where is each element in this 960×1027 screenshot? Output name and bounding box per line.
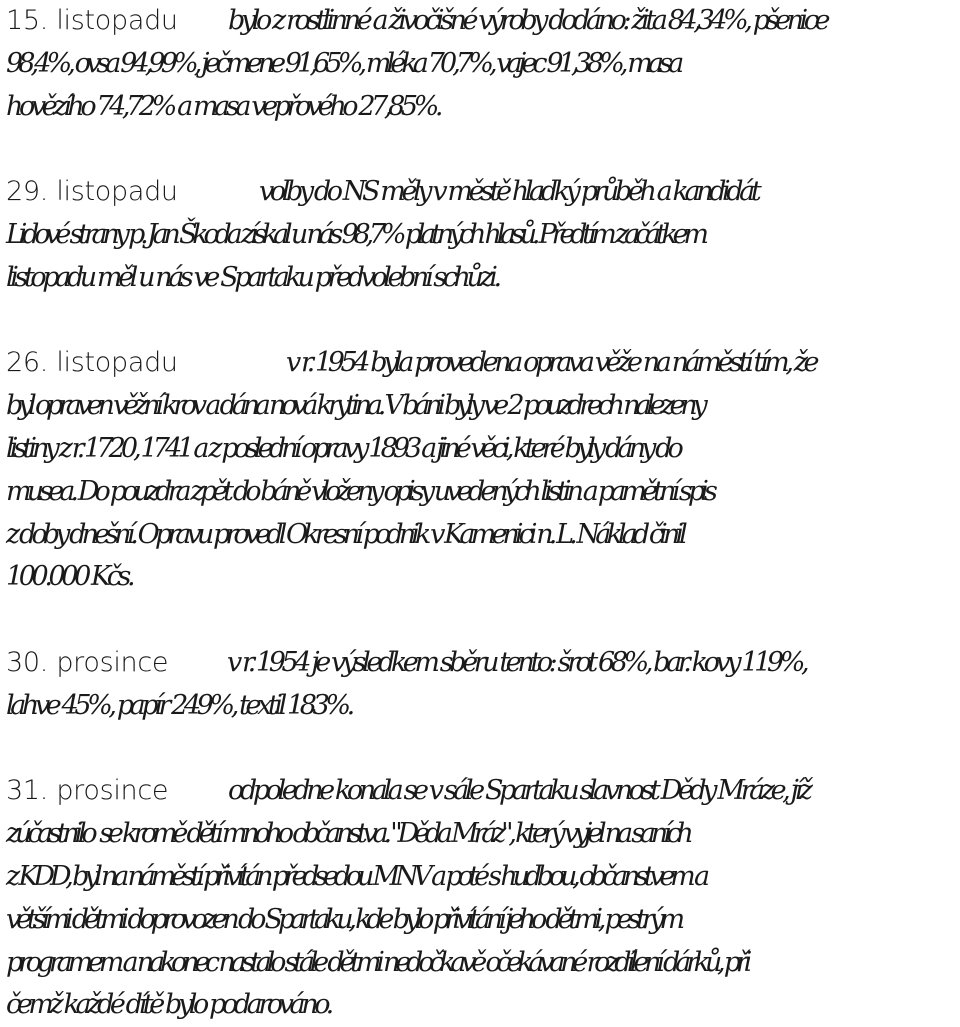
- paragraph-gap: [6, 728, 956, 771]
- chronicle-entry: [6, 770, 956, 1027]
- entry-text-line: čemž každé dítě bylo podarováno.: [6, 989, 330, 1021]
- entry-first-line: [6, 0, 956, 43]
- entry-text-line: 100.000 Kčs.: [6, 561, 132, 593]
- entry-text-line: zúčastnilo se kromě dětí mnoho občanstva. "Děda Mráz", který vyjel na saních: [6, 818, 689, 850]
- entry-text-line: listiny z r. 1720, 1741 a z poslední opravy 1893 a jiné věci, které byly dány do: [6, 432, 679, 464]
- chronicle-entry: [6, 0, 956, 128]
- entry-text-line: lahve 45%, papír 249%, textil 183%.: [6, 689, 351, 721]
- entry-date: 29. listopadu: [6, 176, 178, 208]
- entry-text-line: v r. 1954 byla provedena oprava věže na náměstí tím, že: [286, 347, 816, 379]
- entry-first-line: [6, 342, 956, 385]
- entry-text-line: odpoledne konala se v sále Spartaku slavnost Dědy Mráze, jíž: [228, 775, 809, 807]
- entry-text-line: z KDD, byl na náměstí přivítán předsedou MNV a poté s hudbou, občanstvem a: [6, 860, 705, 892]
- entry-text-line: musea. Do pouzdra zpět do báně vloženy opisy uvedených listin a pamětní spis: [6, 475, 713, 507]
- entry-text-line: bylo z rostlinné a živočišné výroby dodáno: žita 84,34%, pšenice: [228, 5, 827, 36]
- entry-date: 15. listopadu: [6, 5, 178, 36]
- paragraph-gap: [6, 300, 956, 343]
- chronicle-page: [6, 0, 956, 1027]
- entry-text-line: většími dětmi doprovozen do Spartaku, kde bylo přivítání jeho dětmi, pestrým: [6, 903, 680, 935]
- entry-text-line: byl opraven věžní krov a dána nová krytina. V báni byly ve 2 pouzdrech nalezeny: [6, 390, 703, 422]
- chronicle-entry: [6, 342, 956, 599]
- paragraph-gap: [6, 128, 956, 171]
- chronicle-entry: [6, 642, 956, 728]
- entry-first-line: [6, 171, 956, 214]
- entry-text-line: v r. 1954 je výsledkem sběru tento: šrot 68%, bar. kovy 119%,: [227, 646, 806, 678]
- entry-text-line: programem a nakonec nastalo stále dětmi nedočkavě očekávané rozdílení dárků, při: [6, 946, 748, 978]
- entry-text-line: hovězího 74,72% a masa vepřového 27,85%.: [6, 90, 440, 122]
- entry-text-line: 98,4%, ovsa 94,99%, ječmene 91,65%, mléka 70,7%, vajec 91,38%, masa: [6, 47, 680, 79]
- paragraph-gap: [6, 599, 956, 642]
- entry-first-line: [6, 642, 956, 685]
- chronicle-entry: [6, 171, 956, 299]
- entry-date: 30. prosince: [6, 646, 169, 678]
- entry-text-line: z doby dnešní. Opravu provedl Okresní podnik v Kamenici n. L. Náklad činil: [6, 518, 683, 550]
- entry-text-line: listopadu měl u nás ve Spartaku předvolební schůzi.: [6, 261, 498, 293]
- entry-text-line: Lidové strany p. Jan Škoda získal u nás 98,7% platných hlasů. Předtím začátkem: [6, 218, 704, 250]
- entry-first-line: [6, 770, 956, 813]
- entry-date: 26. listopadu: [6, 347, 178, 379]
- entry-text-line: volby do NS měly v městě hladký průběh a kandidát: [259, 176, 758, 208]
- entry-date: 31. prosince: [6, 775, 169, 807]
